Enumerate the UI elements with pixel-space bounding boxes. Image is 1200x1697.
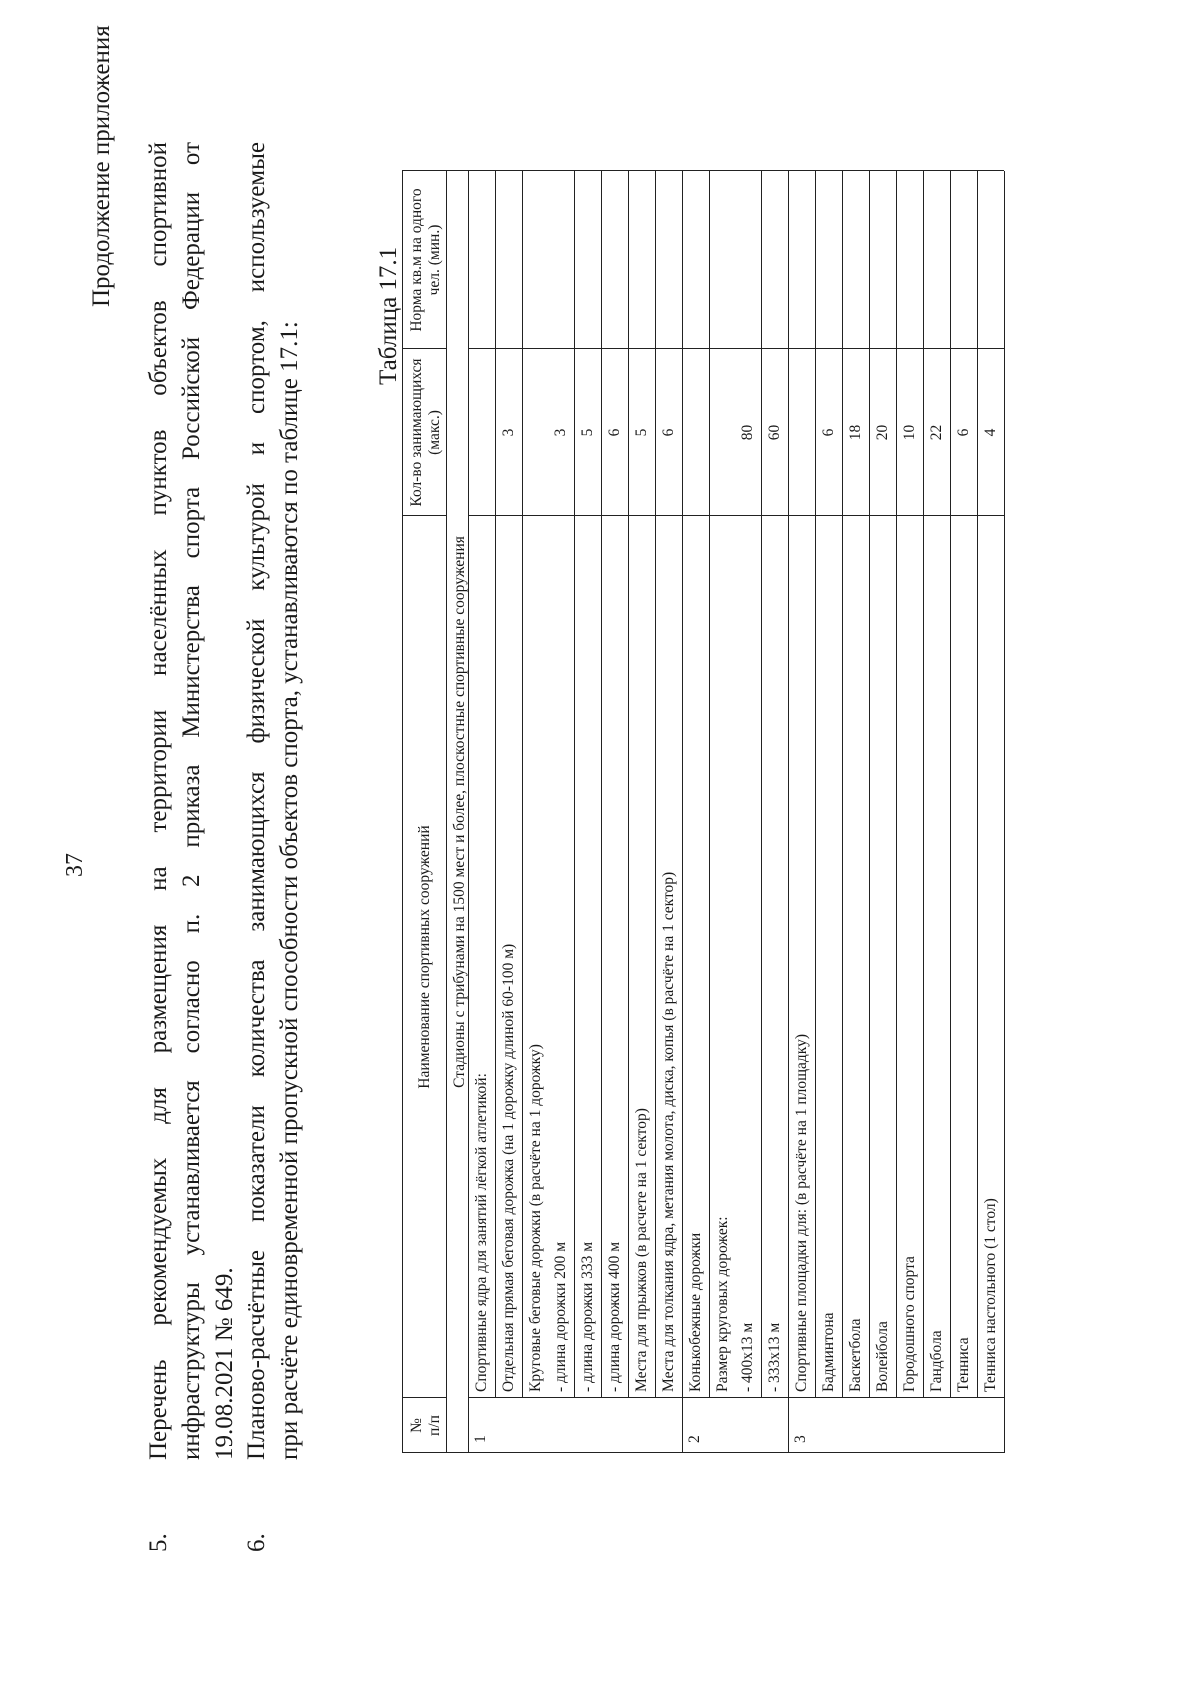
header-norm: [408, 171, 444, 349]
participant-count: 80: [739, 424, 756, 441]
page-number: 37: [62, 853, 88, 877]
facility-name-line: Волейбола: [874, 1321, 891, 1392]
group-number: 2: [686, 1435, 703, 1443]
facility-name: [658, 518, 683, 1392]
facility-name-line: Баскетбола: [847, 1318, 864, 1392]
header-count-line: (макс.): [426, 410, 443, 455]
facility-name: [980, 518, 1005, 1392]
facility-name-line: - 400х13 м: [739, 1322, 756, 1392]
participant-count: 3: [500, 428, 517, 437]
column-divider: [468, 515, 1004, 516]
participant-count: 5: [633, 428, 650, 437]
participant-count: 6: [955, 428, 972, 437]
facility-name-line: Конькобежные дорожки: [687, 1232, 704, 1392]
group-number: 1: [472, 1435, 489, 1443]
header-num-line: №: [408, 1418, 425, 1433]
participant-count: 6: [660, 428, 677, 437]
facility-name-line: - 333х13 м: [766, 1322, 783, 1392]
paragraph-line: при расчёте единовременной пропускной способности объектов спорта, устанавливаются по таблице 17.1:: [276, 321, 303, 1460]
facility-name-line: Спортивные ядра для занятий лёгкой атлетикой:: [473, 1073, 490, 1392]
facility-name-line: Тенниса: [955, 1337, 972, 1392]
table-right-border: [402, 170, 1004, 171]
facility-name-line: Городошного спорта: [901, 1256, 918, 1392]
facility-name-line: - длина дорожки 400 м: [606, 1241, 623, 1392]
paragraph-line: Перечень рекомендуемых для размещения на территории населённых пунктов объектов спортивной: [145, 142, 172, 1460]
facility-name: [471, 518, 496, 1392]
participant-count: 22: [928, 424, 945, 441]
facility-name-line: - длина дорожки 200 м: [552, 1241, 569, 1392]
facility-name-line: Размер круговых дорожек:: [714, 1216, 731, 1392]
facility-name-line: Места для прыжков (в расчете на 1 сектор): [633, 1108, 650, 1392]
facility-name: [498, 518, 523, 1392]
continuation-heading: Продолжение приложения: [88, 25, 115, 307]
sports-facilities-table: [402, 171, 1004, 1453]
facility-name: [899, 518, 924, 1392]
header-norm-line: чел. (мин.): [426, 224, 443, 296]
paragraph-line: Планово-расчётные показатели количества занимающихся физической культурой и спортом, используемые: [243, 142, 270, 1460]
column-divider: [468, 1397, 1004, 1398]
participant-count: 60: [766, 424, 783, 441]
table-caption: Таблица 17.1: [375, 246, 402, 385]
facility-name: [872, 518, 897, 1392]
header-count-line: Кол-во занимающихся: [408, 358, 425, 507]
participant-count: 5: [579, 428, 596, 437]
facility-name: [577, 518, 602, 1392]
header-num: [408, 1398, 444, 1453]
facility-name: [926, 518, 951, 1392]
facility-name-line: - длина дорожки 333 м: [579, 1241, 596, 1392]
facility-name: [953, 518, 978, 1392]
facility-name: [764, 518, 789, 1392]
header-num-line: п/п: [426, 1415, 443, 1436]
section-title: Стадионы с трибунами на 1500 мест и более, плоскостные спортивные сооружения: [451, 536, 468, 1088]
group-number: 3: [792, 1435, 809, 1443]
paragraph-5: [142, 142, 252, 1552]
facility-name-line: Отдельная прямая беговая дорожка (на 1 дорожку длиной 60-100 м): [500, 943, 517, 1392]
facility-name: [791, 518, 816, 1392]
paragraph-number: 6.: [243, 1533, 270, 1552]
participant-count: 10: [901, 424, 918, 441]
facility-name: [845, 518, 870, 1392]
column-divider: [468, 348, 1004, 349]
header-norm-line: Норма кв.м на одного: [408, 188, 425, 332]
facility-name: [818, 518, 843, 1392]
facility-name: [685, 518, 710, 1392]
table-left-border: [402, 1452, 1004, 1453]
facility-name: [631, 518, 656, 1392]
paragraph-line: 19.08.2021 № 649.: [211, 1267, 238, 1460]
facility-name: [525, 518, 575, 1392]
header-name: Наименование спортивных сооружений: [416, 825, 433, 1089]
facility-name-line: Круговые беговые дорожки (в расчёте на 1 дорожку): [527, 1044, 544, 1392]
facility-name-line: Гандбола: [928, 1330, 945, 1392]
header-divider: [446, 171, 447, 1453]
participant-count: 6: [606, 428, 623, 437]
paragraph-line: инфраструктуры устанавливается согласно п. 2 приказа Министерства спорта Российской Федерации от: [178, 142, 205, 1460]
header-count: [408, 349, 444, 516]
facility-name-line: Тенниса настольного (1 стол): [982, 1198, 999, 1392]
participant-count: 4: [982, 428, 999, 437]
table-top-border: [402, 171, 403, 1453]
paragraph-6: [240, 142, 320, 1552]
facility-name-line: Бадминтона: [820, 1312, 837, 1392]
participant-count: 18: [847, 424, 864, 441]
participant-count: 20: [874, 424, 891, 441]
facility-name-line: Места для толкания ядра, метания молота, диска, копья (в расчёте на 1 сектор): [660, 871, 677, 1392]
participant-count: 6: [820, 428, 837, 437]
participant-count: 3: [552, 428, 569, 437]
facility-name: [712, 518, 762, 1392]
facility-name: [604, 518, 629, 1392]
paragraph-number: 5.: [145, 1533, 172, 1552]
facility-name-line: Спортивные площадки для: (в расчёте на 1 площадку): [793, 1033, 810, 1392]
